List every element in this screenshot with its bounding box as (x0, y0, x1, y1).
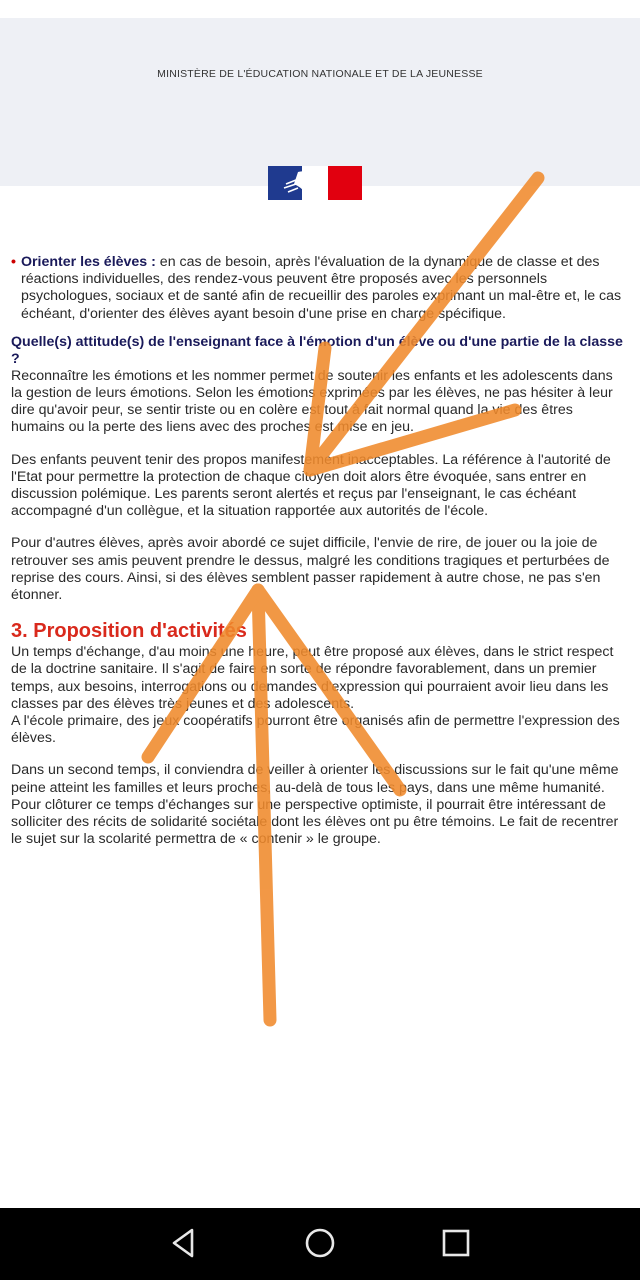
android-nav-bar (0, 1208, 640, 1280)
question-heading: Quelle(s) attitude(s) de l'enseignant face à l'émotion d'un élève ou d'une partie de la classe ? (11, 333, 623, 367)
document-body (11, 254, 625, 863)
paragraph-2: Des enfants peuvent tenir des propos manifestement inacceptables. La référence à l'autorité de l'Etat pour permettre la protection de chaque citoyen doit alors être évoquée, sans entrer en discussion polémique. Les parents seront alertés et reçus par l'enseignant, le cas échéant accompagné d'un collègue, et la situation rapportée aux autorités de l'école. (11, 451, 611, 520)
logo-red-band (328, 166, 362, 200)
section-heading: 3. Proposition d'activités (11, 620, 247, 643)
document-header (0, 18, 640, 186)
status-bar-area (0, 0, 640, 18)
bullet-label: Orienter les élèves : (21, 254, 156, 270)
paragraph-6: Dans un second temps, il conviendra de veiller à orienter les discussions sur le fait qu'une même peine atteint les familles et leurs proches, au-delà de tous les pays, dans une même humanité. Pour clôturer ce temps d'échanges sur une perspective optimiste, il pourrait être intéressant de solliciter des récits de solidarité sociétale dont les élèves ont pu être témoins. Le fait de recentrer le sujet sur la scolarité permettra de « contenir » le groupe. (11, 762, 619, 848)
marianne-logo (268, 166, 362, 200)
paragraph-3: Pour d'autres élèves, après avoir abordé ce sujet difficile, l'envie de rire, de jouer ou la joie de retrouver ses amis peuvent prendre le dessus, malgré les conditions tragiques et perturbées de reprise des cours. Ainsi, si des élèves semblent passer rapidement à autre chose, ne pas s'en étonner. (11, 535, 610, 604)
bullet-paragraph (11, 254, 625, 323)
bullet-dot-icon: • (11, 254, 16, 270)
back-icon[interactable] (168, 1226, 198, 1260)
paragraph-4: Un temps d'échange, d'au moins une heure, peut être proposé aux élèves, dans le strict respect de la doctrine sanitaire. Il s'agit de faire en sorte de répondre favorablement, dans un premier temps, aux besoins, interrogations ou demandes d'expression qui pourraient avoir lieu dans les classes par des élèves très jeunes et des adolescents. (11, 644, 614, 712)
paragraph-1: Reconnaître les émotions et les nommer permet de soutenir les enfants et les adolescents dans la gestion de leurs émotions. Selon les émotions exprimées par les élèves, ne pas hésiter à leur dire qu'avoir peur, se sentir triste ou en colère est tout à fait normal quand la vie des êtres humains ou la perte des liens avec des proches est mise en jeu. (11, 367, 613, 436)
ministry-title: MINISTÈRE DE L'ÉDUCATION NATIONALE ET DE LA JEUNESSE (157, 68, 483, 80)
home-icon[interactable] (303, 1226, 337, 1260)
bullet-text: en cas de besoin, après l'évaluation de la dynamique de classe et des réactions individuelles, des rendez-vous peuvent être proposés avec les personnels psychologues, sociaux et de santé afin de recueillir des paroles exprimant un mal-être et, le cas échéant, d'orienter des élèves ayant besoin d'une prise en charge spécifique. (21, 254, 622, 322)
recents-icon[interactable] (440, 1226, 472, 1260)
paragraph-5: A l'école primaire, des jeux coopératifs pourront être organisés afin de permettre l'expression des élèves. (11, 713, 620, 747)
